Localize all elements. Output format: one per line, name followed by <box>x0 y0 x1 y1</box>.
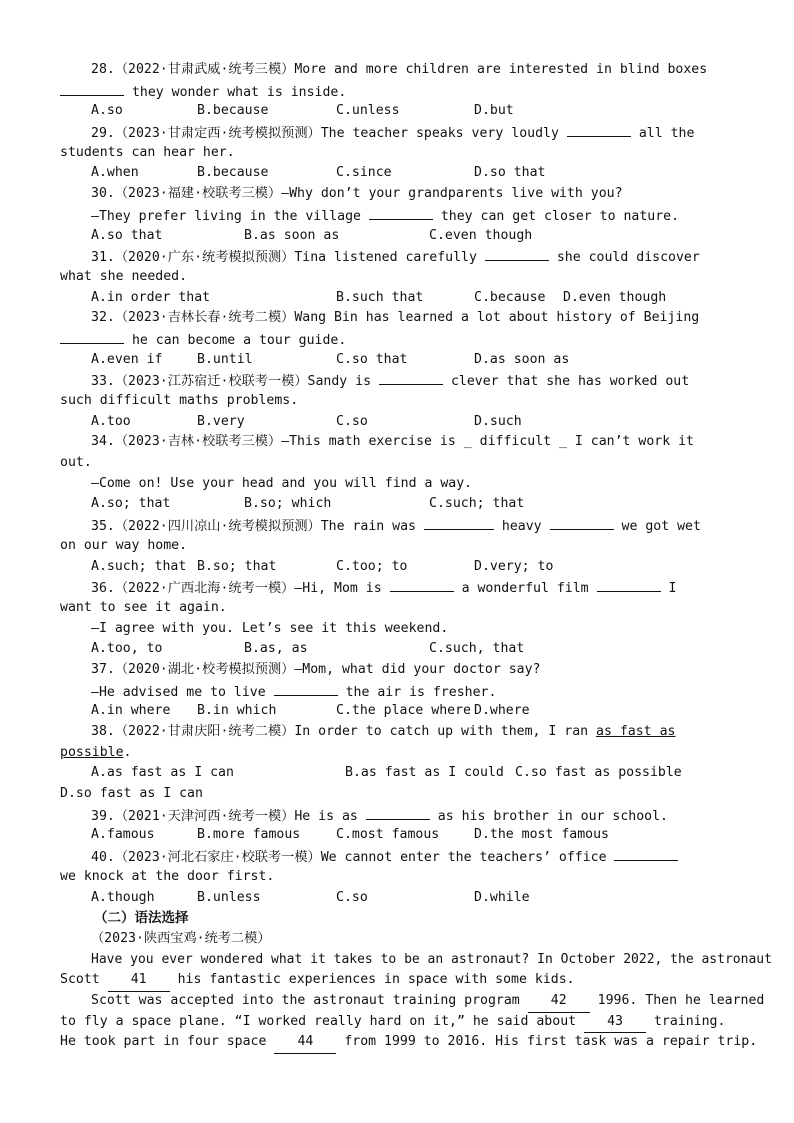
option-b[interactable]: B.because <box>197 165 269 181</box>
blank-number-43: 43 <box>584 1012 646 1034</box>
option-a[interactable]: A.as fast as I can <box>91 765 234 781</box>
answer-blank <box>567 122 631 137</box>
option-b[interactable]: B.unless <box>197 889 261 905</box>
q37-options <box>60 701 736 722</box>
option-c[interactable]: C.most famous <box>336 827 440 843</box>
q35-stem-line1: 35.（2022·四川凉山·统考模拟预测）The rain was heavy we got wet <box>60 515 736 536</box>
option-c[interactable]: C.such; that <box>429 496 525 512</box>
q37-stem-line1: 37.（2020·湖北·校考模拟预测）—Mom, what did your doctor say? <box>91 661 541 677</box>
option-c[interactable]: C.so <box>336 889 368 905</box>
passage-line2: Scott 41 his fantastic experiences in space with some kids. <box>60 970 736 991</box>
q28-stem-line1: 28.（2022·甘肃武威·统考三模）More and more children are interested in blind boxes <box>91 62 708 77</box>
option-d[interactable]: D.such <box>474 413 522 429</box>
option-c[interactable]: C.so <box>336 413 368 429</box>
option-d[interactable]: D.very; to <box>474 558 554 574</box>
q34-stem-line3: —Come on! Use your head and you will find a way. <box>91 475 473 491</box>
answer-blank <box>274 681 338 696</box>
q32-stem-line2: he can become a tour guide. <box>60 329 736 350</box>
option-d[interactable]: D.the most famous <box>474 827 609 843</box>
option-b[interactable]: B.very <box>197 413 245 429</box>
option-a[interactable]: A.famous <box>91 827 155 843</box>
answer-blank <box>424 515 494 530</box>
q34-stem-line2: out. <box>60 455 92 471</box>
q36-stem-line3: —I agree with you. Let’s see it this weekend. <box>91 620 449 636</box>
option-b[interactable]: B.so; which <box>244 496 332 512</box>
q33-stem-line2: such difficult maths problems. <box>60 393 299 408</box>
option-b[interactable]: B.as fast as I could <box>345 765 504 781</box>
option-c[interactable]: C.so that <box>336 351 408 367</box>
passage-line5: He took part in four space 44 from 1999 to 2016. His first task was a repair trip. <box>60 1032 736 1053</box>
q29-stem-line1: 29.（2023·甘肃定西·统考模拟预测）The teacher speaks very loudly all the <box>60 122 736 143</box>
option-d[interactable]: D.so fast as I can <box>60 786 203 802</box>
answer-blank <box>60 329 124 344</box>
q36-stem-line2: want to see it again. <box>60 599 227 615</box>
q31-stem-line2: what she needed. <box>60 268 188 284</box>
option-c[interactable]: C.even though <box>429 227 533 243</box>
passage-line1: Have you ever wondered what it takes to be an astronaut? In October 2022, the astronaut <box>91 951 772 967</box>
q38-stem-line1: 38.（2022·甘肃庆阳·统考二模）In order to catch up with them, I ran as fast as <box>91 724 676 739</box>
answer-blank <box>390 577 454 592</box>
q32-stem-line1: 32.（2023·吉林长春·统考二模）Wang Bin has learned a lot about history of Beijing <box>91 310 700 326</box>
q28-options <box>60 101 736 122</box>
option-a[interactable]: A.in order that <box>91 289 211 305</box>
document-page <box>60 60 772 1053</box>
q30-stem-line1: 30.（2023·福建·校联考三模）—Why don’t your grandparents live with you? <box>91 186 623 202</box>
option-c[interactable]: C.since <box>336 165 392 181</box>
answer-blank <box>366 805 430 820</box>
q31-options <box>60 288 736 309</box>
option-a[interactable]: A.when <box>91 165 139 181</box>
option-a[interactable]: A.so <box>91 103 123 119</box>
q40-stem-line1: 40.（2023·河北石家庄·校联考一模）We cannot enter the teachers’ office <box>60 846 736 867</box>
option-c[interactable]: C.so fast as possible <box>515 765 682 781</box>
q34-options <box>60 494 736 515</box>
option-b[interactable]: B.as, as <box>244 641 308 657</box>
option-c[interactable]: C.too; to <box>336 558 408 574</box>
option-d[interactable]: D.but <box>474 103 514 119</box>
answer-blank <box>369 205 433 220</box>
q38-stem-line2: possible. <box>60 744 132 760</box>
option-c[interactable]: C.such, that <box>429 641 525 657</box>
option-c[interactable]: C.because <box>474 289 546 305</box>
option-d[interactable]: D.even though <box>563 289 667 305</box>
option-a[interactable]: A.too <box>91 413 131 429</box>
option-b[interactable]: B.such that <box>336 289 424 305</box>
passage-line4: to fly a space plane. “I worked really hard on it,” he said about 43 training. <box>60 1012 736 1033</box>
q38-options <box>60 763 736 784</box>
underlined-phrase: as fast as <box>596 724 676 739</box>
underlined-phrase: possible <box>60 744 124 760</box>
option-a[interactable]: A.even if <box>91 351 163 367</box>
q33-stem-line1: 33.（2023·江苏宿迁·校联考一模）Sandy is clever that she has worked out <box>60 370 736 391</box>
q34-stem-line1: 34.（2023·吉林·校联考三模）—This math exercise is _ difficult _ I can’t work it <box>91 434 694 450</box>
answer-blank <box>597 577 661 592</box>
option-d[interactable]: D.as soon as <box>474 351 570 367</box>
q37-stem-line2: —He advised me to live the air is fresher. <box>60 681 736 702</box>
option-a[interactable]: A.too, to <box>91 641 163 657</box>
blank-number-42: 42 <box>528 991 590 1013</box>
answer-blank <box>550 515 614 530</box>
q38-options-line2 <box>60 784 736 805</box>
q32-options <box>60 350 736 371</box>
q30-stem-line2: —They prefer living in the village they can get closer to nature. <box>60 205 736 226</box>
answer-blank <box>614 846 678 861</box>
option-b[interactable]: B.as soon as <box>244 227 340 243</box>
option-b[interactable]: B.so; that <box>197 558 277 574</box>
option-a[interactable]: A.in where <box>91 703 171 719</box>
blank-number-41: 41 <box>108 970 170 992</box>
q33-options <box>60 412 736 433</box>
option-d[interactable]: D.so that <box>474 165 546 181</box>
q29-options <box>60 163 736 184</box>
option-d[interactable]: D.while <box>474 889 530 905</box>
answer-blank <box>485 246 549 261</box>
passage-line3: Scott was accepted into the astronaut training program 42 1996. Then he learned <box>60 991 736 1012</box>
blank-number-44: 44 <box>274 1032 336 1054</box>
option-d[interactable]: D.where <box>474 703 530 719</box>
section-source: （2023·陕西宝鸡·统考二模） <box>91 930 271 946</box>
q40-options <box>60 888 736 909</box>
q36-stem-line1: 36.（2022·广西北海·统考一模）—Hi, Mom is a wonderful film I <box>60 577 736 598</box>
option-a[interactable]: A.so; that <box>91 496 171 512</box>
option-c[interactable]: C.the place where <box>336 703 471 719</box>
option-a[interactable]: A.though <box>91 889 155 905</box>
q39-stem-line1: 39.（2021·天津河西·统考一模）He is as as his brother in our school. <box>60 805 736 826</box>
q28-stem-line2: they wonder what is inside. <box>60 81 736 102</box>
option-c[interactable]: C.unless <box>336 103 400 119</box>
option-b[interactable]: B.more famous <box>197 827 301 843</box>
section-heading: （二）语法选择 <box>94 910 189 927</box>
q40-stem-line2: we knock at the door first. <box>60 868 275 884</box>
option-b[interactable]: B.until <box>197 351 253 367</box>
answer-blank <box>60 81 124 96</box>
option-a[interactable]: A.so that <box>91 227 163 243</box>
option-b[interactable]: B.in which <box>197 703 277 719</box>
q31-stem-line1: 31.（2020·广东·统考模拟预测）Tina listened carefully she could discover <box>60 246 736 267</box>
q29-stem-line2: students can hear her. <box>60 144 235 160</box>
q36-options <box>60 639 736 660</box>
option-a[interactable]: A.such; that <box>91 558 187 574</box>
q35-options <box>60 557 736 578</box>
q35-stem-line2: on our way home. <box>60 537 188 553</box>
q30-options <box>60 226 736 247</box>
option-b[interactable]: B.because <box>197 103 269 119</box>
q39-options <box>60 825 736 846</box>
answer-blank <box>379 370 443 385</box>
